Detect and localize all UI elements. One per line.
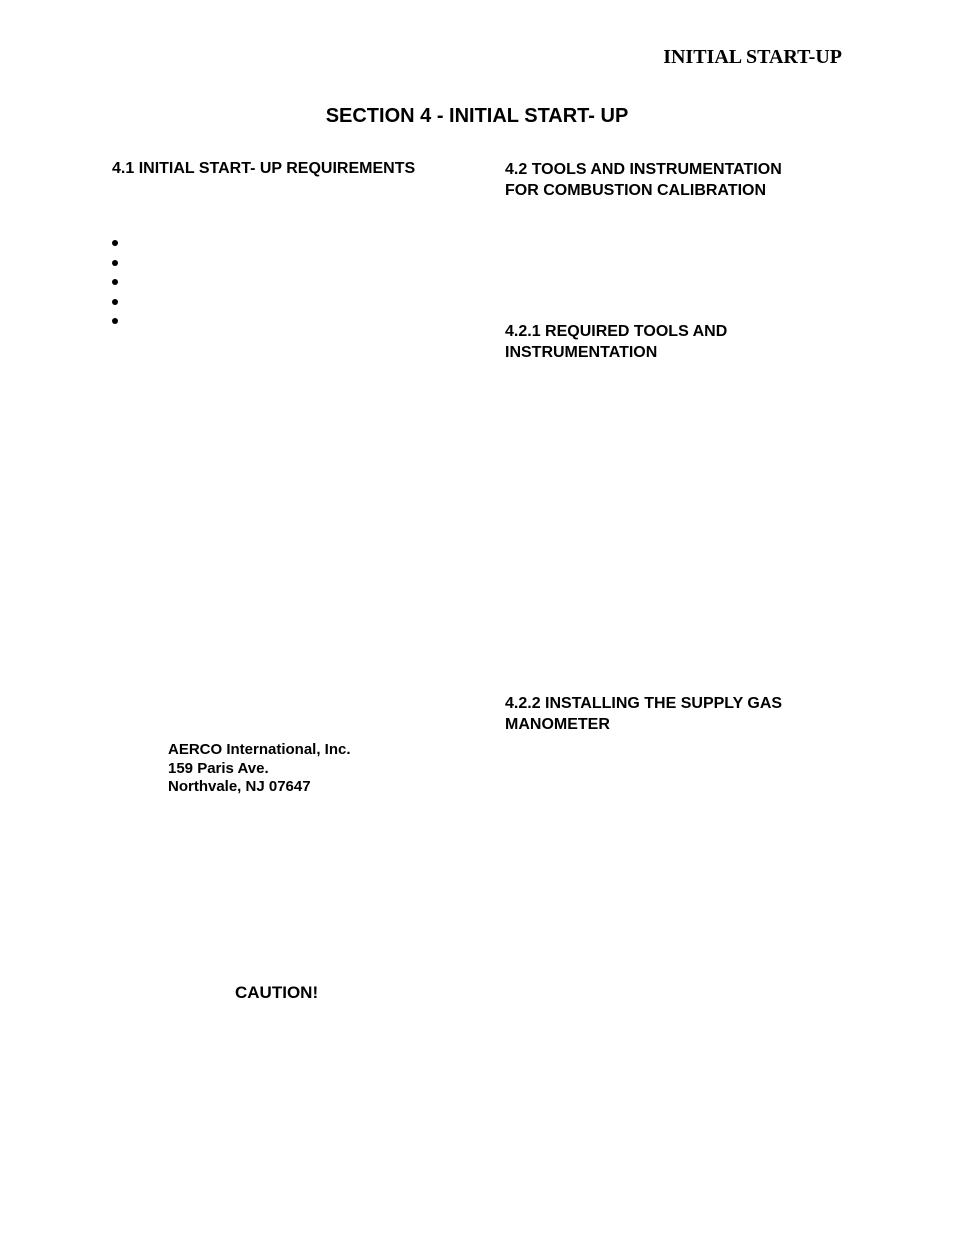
bullet-icon: [112, 260, 118, 266]
heading-4-1: 4.1 INITIAL START- UP REQUIREMENTS: [112, 160, 416, 177]
heading-4-2-2-line1: 4.2.2 INSTALLING THE SUPPLY GAS: [505, 695, 783, 712]
bullet-icon: [112, 299, 118, 305]
address-line-street: 159 Paris Ave.: [168, 759, 269, 777]
bullet-icon: [112, 240, 118, 246]
section-title: SECTION 4 - INITIAL START- UP: [325, 105, 629, 127]
heading-4-2-2-line2: MANOMETER: [505, 715, 610, 733]
running-header: INITIAL START-UP: [663, 46, 842, 68]
heading-4-2-1-line1: 4.2.1 REQUIRED TOOLS AND: [505, 323, 728, 340]
address-line-city: Northvale, NJ 07647: [168, 778, 311, 795]
heading-4-2-line2: FOR COMBUSTION CALIBRATION: [505, 181, 767, 199]
heading-4-2-2: [505, 694, 845, 735]
company-address: [168, 741, 351, 797]
address-line-company: AERCO International, Inc.: [168, 741, 351, 758]
bullet-icon: [112, 318, 118, 324]
heading-4-2-1: [505, 322, 845, 363]
caution-label: CAUTION!: [235, 983, 319, 1002]
heading-4-2: [505, 160, 845, 201]
bullet-icon: [112, 279, 118, 285]
heading-4-2-line1: 4.2 TOOLS AND INSTRUMENTATION: [505, 161, 782, 178]
heading-4-2-1-line2: INSTRUMENTATION: [505, 343, 658, 361]
